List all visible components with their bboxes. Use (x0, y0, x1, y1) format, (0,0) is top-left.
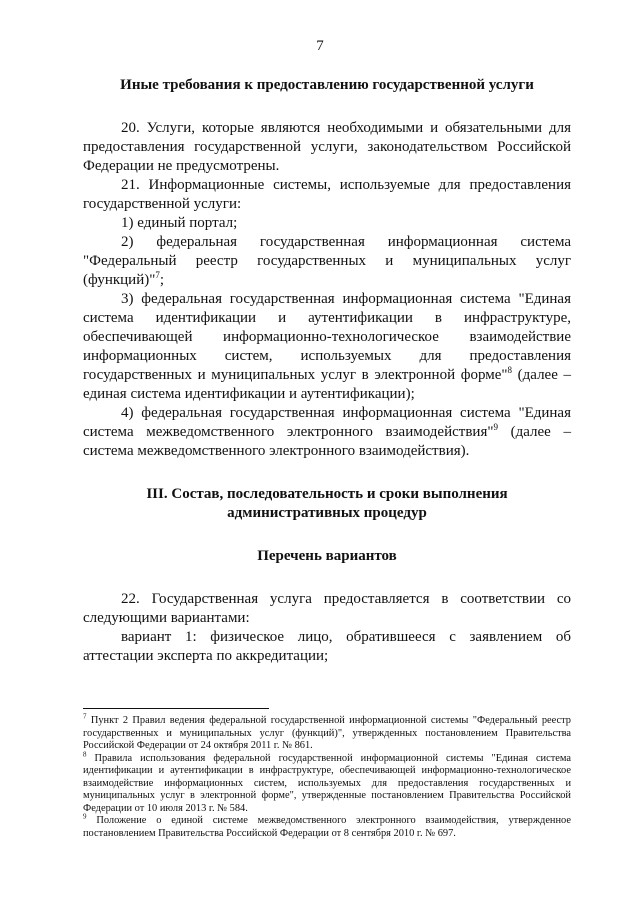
footnote-number: 9 (83, 812, 87, 821)
footnote-ref-9[interactable]: 9 (493, 422, 498, 432)
footnote-7 (83, 712, 571, 753)
footnotes (83, 708, 571, 840)
footnote-text: Положение о единой системе межведомственного электронного взаимодействия, утвержденное постановлением Правительства Российской Федерации от 8 сентября 2010 г. № 697. (83, 815, 571, 839)
footnote-number: 8 (83, 750, 87, 759)
paragraph-21: 21. Информационные системы, используемые для предоставления государственной услуги: (83, 177, 571, 212)
footnote-text: Правила использования федеральной государственной информационной системы "Единая система идентификации и аутентификации в инфраструктуре, обеспечивающей информационно-технологическое взаимодействие информационных систем, используемых для предоставления государственных и муниципальных услуг в электронной форме", утвержденные постановлением Правительства Российской Федерации от 10 июля 2013 г. № 584. (83, 752, 571, 814)
list-item-1: 1) единый портал; (121, 215, 238, 231)
footnote-8 (83, 750, 571, 816)
paragraph-20: 20. Услуги, которые являются необходимыми и обязательными для предоставления государственной услуги, законодательством Российской Федерации не предусмотрены. (83, 120, 571, 174)
variant-1: вариант 1: физическое лицо, обратившееся с заявлением об аттестации эксперта по аккредитации; (83, 629, 571, 664)
list-item-3-end: (далее – единая система идентификации и аутентификации); (83, 367, 572, 402)
section-iii-heading-line-2: административных процедур (227, 505, 427, 521)
paragraph-22: 22. Государственная услуга предоставляется в соответствии со следующими вариантами: (83, 591, 571, 626)
list-item-2-end: ; (159, 272, 165, 288)
footnote-text: Пункт 2 Правил ведения федеральной государственной информационной системы "Федеральный реестр государственных и муниципальных услуг (функций)", утвержденных постановлением Правительства Российской Федерации от 24 октября 2011 г. № 861. (83, 715, 571, 751)
subsection-heading-variants: Перечень вариантов (257, 548, 397, 564)
page-number: 7 (316, 38, 324, 54)
footnote-number: 7 (83, 712, 87, 721)
list-item-2 (83, 233, 571, 290)
footnote-9 (83, 812, 571, 840)
list-item-3 (83, 290, 571, 404)
footnote-ref-7[interactable]: 7 (155, 270, 160, 280)
list-item-4-text: 4) федеральная государственная информационная система "Единая система межведомственного электронного взаимодействия" (83, 405, 571, 440)
footnote-ref-8[interactable]: 8 (507, 365, 513, 375)
list-item-2-text: 2) федеральная государственная информационная система "Федеральный реестр государственных и муниципальных услуг (функций)" (83, 234, 571, 288)
list-item-4-end: (далее – система межведомственного электронного взаимодействия). (83, 424, 571, 459)
list-item-3-text: 3) федеральная государственная информационная система "Единая система идентификации и аутентификации в инфраструктуре, обеспечивающей информационно-технологическое взаимодействие информационных систем, используемых для предоставления государственных и муниципальных услуг в электронной форме" (83, 291, 571, 383)
section-iii-heading-line-1: III. Состав, последовательность и сроки выполнения (146, 486, 508, 502)
section-heading-other-requirements: Иные требования к предоставлению государственной услуги (120, 77, 534, 93)
list-item-4 (83, 404, 571, 461)
footnote-separator (83, 708, 269, 709)
document-body (83, 76, 571, 666)
